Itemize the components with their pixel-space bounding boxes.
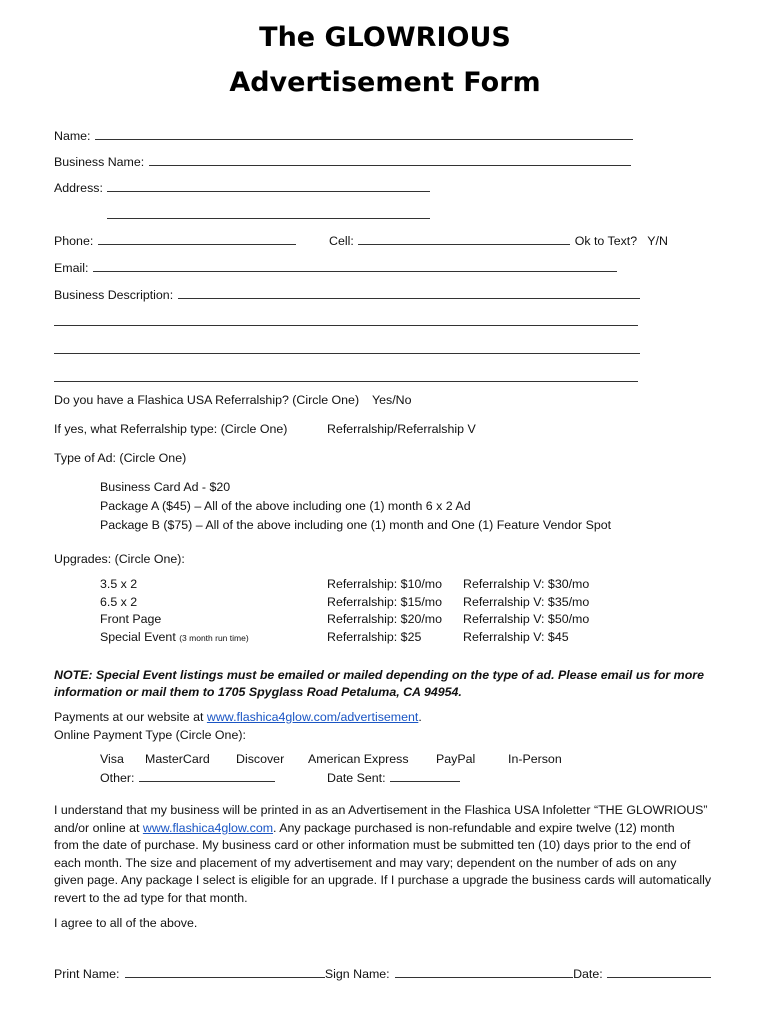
upgrades-label: Upgrades: (Circle One): xyxy=(54,552,185,566)
ok-to-text-options[interactable]: Y/N xyxy=(647,234,668,248)
upgrade-name[interactable]: 6.5 x 2 xyxy=(100,595,138,609)
upgrade-referralship-v-price: Referralship V: $35/mo xyxy=(463,595,590,609)
agreement-suffix: . Any package purchased is non-refundable and expire twelve (12) month xyxy=(273,821,675,835)
ad-option-package-b[interactable]: Package B ($75) – All of the above including one (1) month and One (1) Feature Vendor Spot xyxy=(100,518,612,532)
business-name-row xyxy=(54,154,632,170)
print-name-label: Print Name: xyxy=(54,967,120,981)
payment-option-american-express[interactable]: American Express xyxy=(308,752,409,766)
date-sent-label: Date Sent: xyxy=(327,771,386,785)
agreement-prefix: and/or online at xyxy=(54,821,143,835)
cell-field[interactable] xyxy=(358,233,570,245)
other-label: Other: xyxy=(100,771,135,785)
date-field[interactable] xyxy=(607,966,711,978)
business-name-field[interactable] xyxy=(149,154,631,166)
agreement-line-1: I understand that my business will be printed in as an Advertisement in the Flashica USA Infoletter “THE GLOWRIOUS” xyxy=(54,803,708,817)
agree-all-statement: I agree to all of the above. xyxy=(54,916,198,930)
form-title-line2: Advertisement Form xyxy=(229,67,541,98)
cell-row xyxy=(329,233,668,249)
referral-type-options[interactable]: Referralship/Referralship V xyxy=(327,422,476,436)
business-description-field-3[interactable] xyxy=(54,342,640,354)
date-sent-field[interactable] xyxy=(390,770,460,782)
upgrade-name[interactable]: 3.5 x 2 xyxy=(100,577,138,591)
email-field[interactable] xyxy=(93,260,617,272)
payment-option-mastercard[interactable]: MasterCard xyxy=(145,752,210,766)
agreement-line-2 xyxy=(54,821,675,836)
cell-label: Cell: xyxy=(329,234,354,248)
business-description-row-2 xyxy=(54,314,638,330)
date-label: Date: xyxy=(573,967,603,981)
agreement-link[interactable]: www.flashica4glow.com xyxy=(142,821,274,835)
sign-name-label: Sign Name: xyxy=(324,967,390,981)
payment-option-paypal[interactable]: PayPal xyxy=(436,752,476,766)
business-description-label: Business Description: xyxy=(54,288,174,302)
signature-row xyxy=(54,966,712,982)
date-sent-row xyxy=(327,770,461,786)
email-label: Email: xyxy=(54,261,89,275)
address-label: Address: xyxy=(54,181,103,195)
business-description-field-2[interactable] xyxy=(54,314,638,326)
business-description-row-4 xyxy=(54,370,638,386)
upgrade-referralship-price: Referralship: $20/mo xyxy=(327,612,443,626)
type-of-ad-label: Type of Ad: (Circle One) xyxy=(54,451,187,465)
online-payment-type: Online Payment Type (Circle One): xyxy=(54,728,246,742)
referral-answer[interactable]: Yes/No xyxy=(372,393,412,407)
upgrade-referralship-v-price: Referralship V: $30/mo xyxy=(463,577,590,591)
payments-line xyxy=(54,710,422,725)
address-field-2[interactable] xyxy=(107,207,430,219)
business-description-field-4[interactable] xyxy=(54,370,638,382)
ok-to-text-label: Ok to Text? xyxy=(574,234,638,248)
sign-name-field[interactable] xyxy=(395,966,573,978)
upgrade-referralship-v-price: Referralship V: $50/mo xyxy=(463,612,590,626)
agreement-line-4: each month. The size and placement of my advertisement and may vary; dependent on the number of ads on any xyxy=(54,856,677,870)
payments-link[interactable]: www.flashica4glow.com/advertisement xyxy=(206,710,419,724)
other-field[interactable] xyxy=(139,770,275,782)
upgrade-special-event[interactable] xyxy=(100,630,249,646)
ad-option-package-a[interactable]: Package A ($45) – All of the above including one (1) month 6 x 2 Ad xyxy=(100,499,471,513)
payments-prefix: Payments at our website at xyxy=(54,710,207,724)
other-row xyxy=(100,770,276,786)
upgrade-name[interactable]: Front Page xyxy=(100,612,162,626)
form-title-line1: The GLOWRIOUS xyxy=(259,22,511,53)
upgrade-referralship-price: Referralship: $25 xyxy=(327,630,422,644)
name-label: Name: xyxy=(54,129,91,143)
note-line-2: information or mail them to 1705 Spyglass Road Petaluma, CA 94954. xyxy=(54,685,462,699)
referral-type-question: If yes, what Referralship type: (Circle One) xyxy=(54,422,288,436)
upgrade-note: (3 month run time) xyxy=(179,633,249,643)
agreement-line-5: given page. Any package I select is eligible for an upgrade. If I purchase a upgrade the business cards will automatically xyxy=(54,873,712,887)
upgrade-referralship-price: Referralship: $15/mo xyxy=(327,595,443,609)
payment-option-discover[interactable]: Discover xyxy=(236,752,285,766)
name-field[interactable] xyxy=(95,128,633,140)
ad-option-business-card[interactable]: Business Card Ad - $20 xyxy=(100,480,231,494)
address-row-2 xyxy=(106,207,431,223)
business-description-row-3 xyxy=(54,342,640,358)
payments-suffix: . xyxy=(418,710,422,724)
payment-option-visa[interactable]: Visa xyxy=(100,752,124,766)
business-description-row xyxy=(54,287,641,303)
print-name-field[interactable] xyxy=(125,966,325,978)
referral-question: Do you have a Flashica USA Referralship? (Circle One) xyxy=(54,393,360,407)
business-name-label: Business Name: xyxy=(54,155,145,169)
upgrade-referralship-price: Referralship: $10/mo xyxy=(327,577,443,591)
upgrade-referralship-v-price: Referralship V: $45 xyxy=(463,630,569,644)
upgrade-name: Special Event xyxy=(100,630,176,644)
name-row xyxy=(54,128,634,144)
agreement-line-3: from the date of purchase. My business card or other information must be submitted ten (10) days prior to the end of xyxy=(54,838,691,852)
address-field-1[interactable] xyxy=(107,180,430,192)
address-row xyxy=(54,180,431,196)
agreement-line-6: revert to the ad type for that month. xyxy=(54,891,248,905)
business-description-field-1[interactable] xyxy=(178,287,640,299)
phone-label: Phone: xyxy=(54,234,94,248)
note-line-1: NOTE: Special Event listings must be emailed or mailed depending on the type of ad. Please email us for more xyxy=(54,668,704,682)
payment-option-in-person[interactable]: In-Person xyxy=(508,752,562,766)
phone-field[interactable] xyxy=(98,233,296,245)
email-row xyxy=(54,260,618,276)
phone-row xyxy=(54,233,297,249)
